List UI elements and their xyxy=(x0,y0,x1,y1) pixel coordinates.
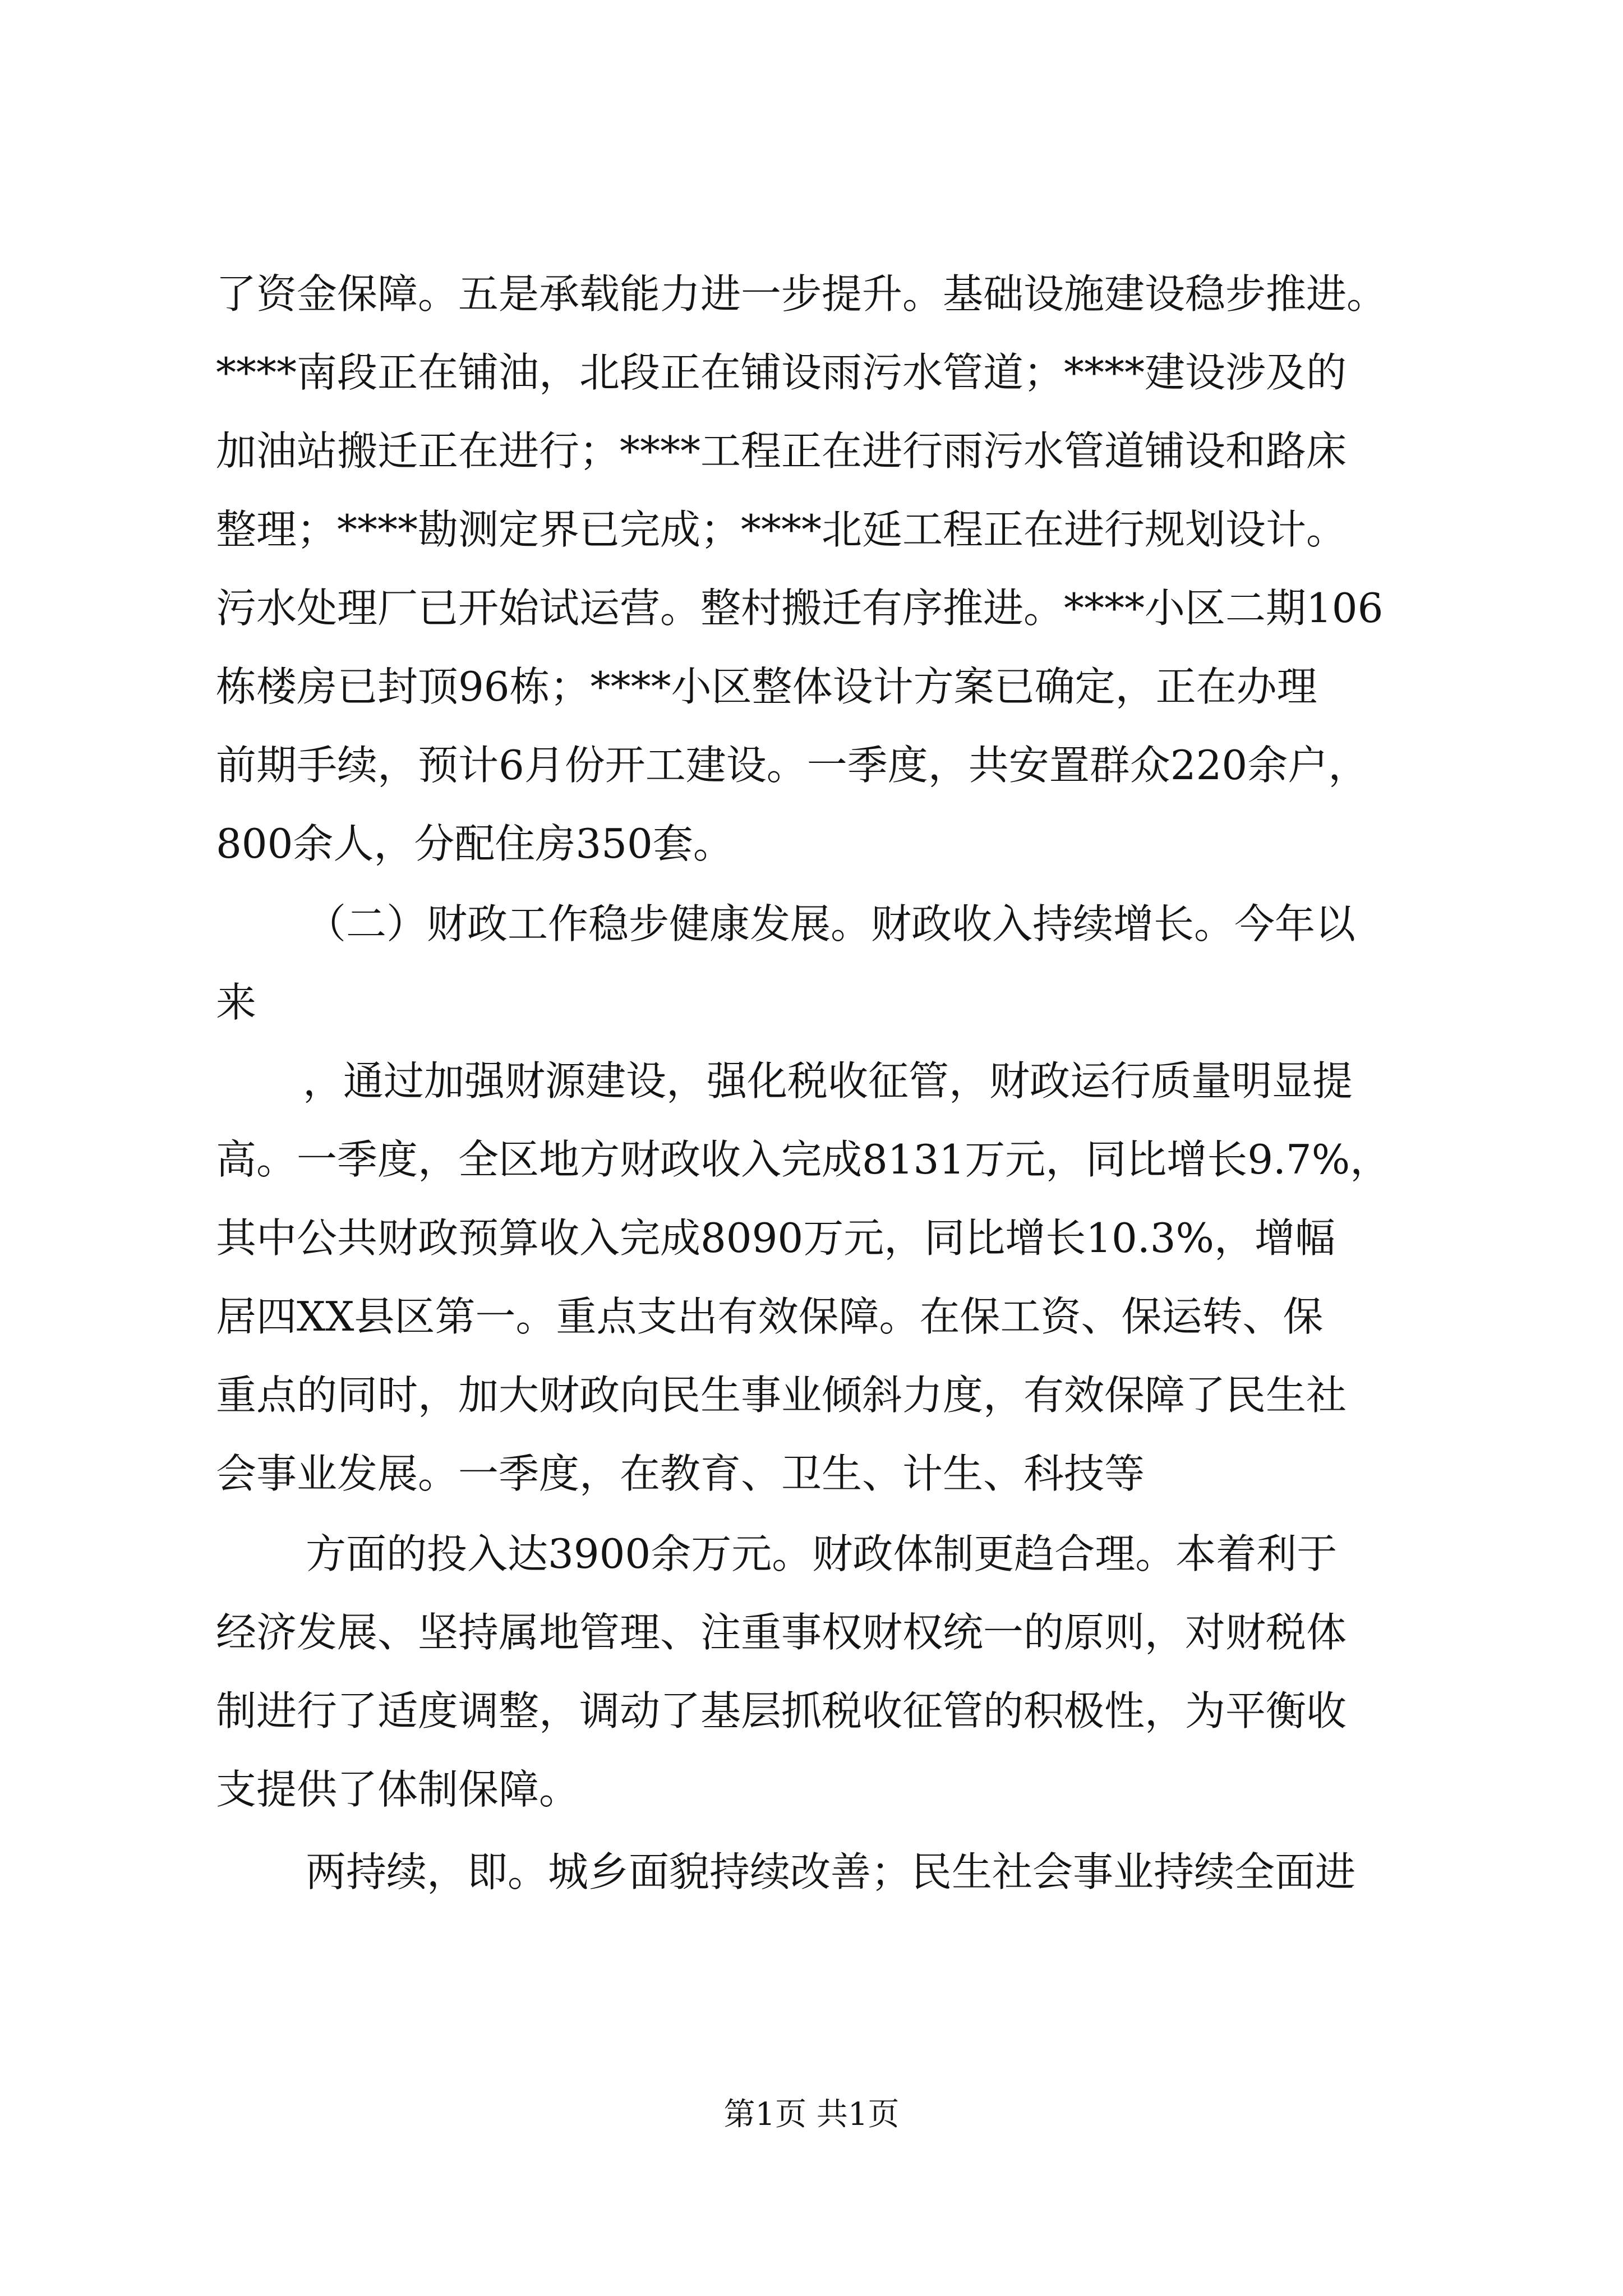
body-line: 高。一季度，全区地方财政收入完成8131万元，同比增长9.7%， xyxy=(216,1136,1391,1183)
body-line: 重点的同时，加大财政向民生事业倾斜力度，有效保障了民生社 xyxy=(216,1372,1347,1419)
body-line: 整理；****勘测定界已完成；****北延工程正在进行规划设计。 xyxy=(216,506,1347,553)
body-line: 居四XX县区第一。重点支出有效保障。在保工资、保运转、保 xyxy=(216,1293,1324,1340)
body-line: 经济发展、坚持属地管理、注重事权财权统一的原则，对财税体 xyxy=(216,1609,1347,1656)
body-line: 支提供了体制保障。 xyxy=(216,1766,580,1813)
body-line: 污水处理厂已开始试运营。整村搬迁有序推进。****小区二期106 xyxy=(216,585,1384,632)
body-line: 方面的投入达3900余万元。财政体制更趋合理。本着利于 xyxy=(306,1530,1338,1577)
body-line: 了资金保障。五是承载能力进一步提升。基础设施建设稳步推进。 xyxy=(216,270,1387,318)
body-line: 两持续，即。城乡面貌持续改善；民生社会事业持续全面进 xyxy=(306,1848,1356,1895)
body-line: ，通过加强财源建设，强化税收征管，财政运行质量明显提 xyxy=(303,1057,1353,1105)
body-line: 前期手续，预计6月份开工建设。一季度，共安置群众220余户， xyxy=(216,742,1369,789)
body-line: ****南段正在铺油，北段正在铺设雨污水管道；****建设涉及的 xyxy=(216,349,1347,396)
body-line: 来 xyxy=(216,979,257,1026)
body-line: 制进行了适度调整，调动了基层抓税收征管的积极性，为平衡收 xyxy=(216,1687,1347,1734)
body-line: 800余人，分配住房350套。 xyxy=(216,820,734,867)
body-line: 加油站搬迁正在进行；****工程正在进行雨污水管道铺设和路床 xyxy=(216,427,1347,475)
page-footer: 第1页 共1页 xyxy=(723,2096,900,2133)
body-line: 会事业发展。一季度，在教育、卫生、计生、科技等 xyxy=(216,1450,1145,1497)
section-heading-line: （二）财政工作稳步健康发展。财政收入持续增长。今年以 xyxy=(306,900,1356,947)
body-line: 栋楼房已封顶96栋；****小区整体设计方案已确定，正在办理 xyxy=(216,663,1317,710)
body-line: 其中公共财政预算收入完成8090万元，同比增长10.3%，增幅 xyxy=(216,1214,1335,1262)
